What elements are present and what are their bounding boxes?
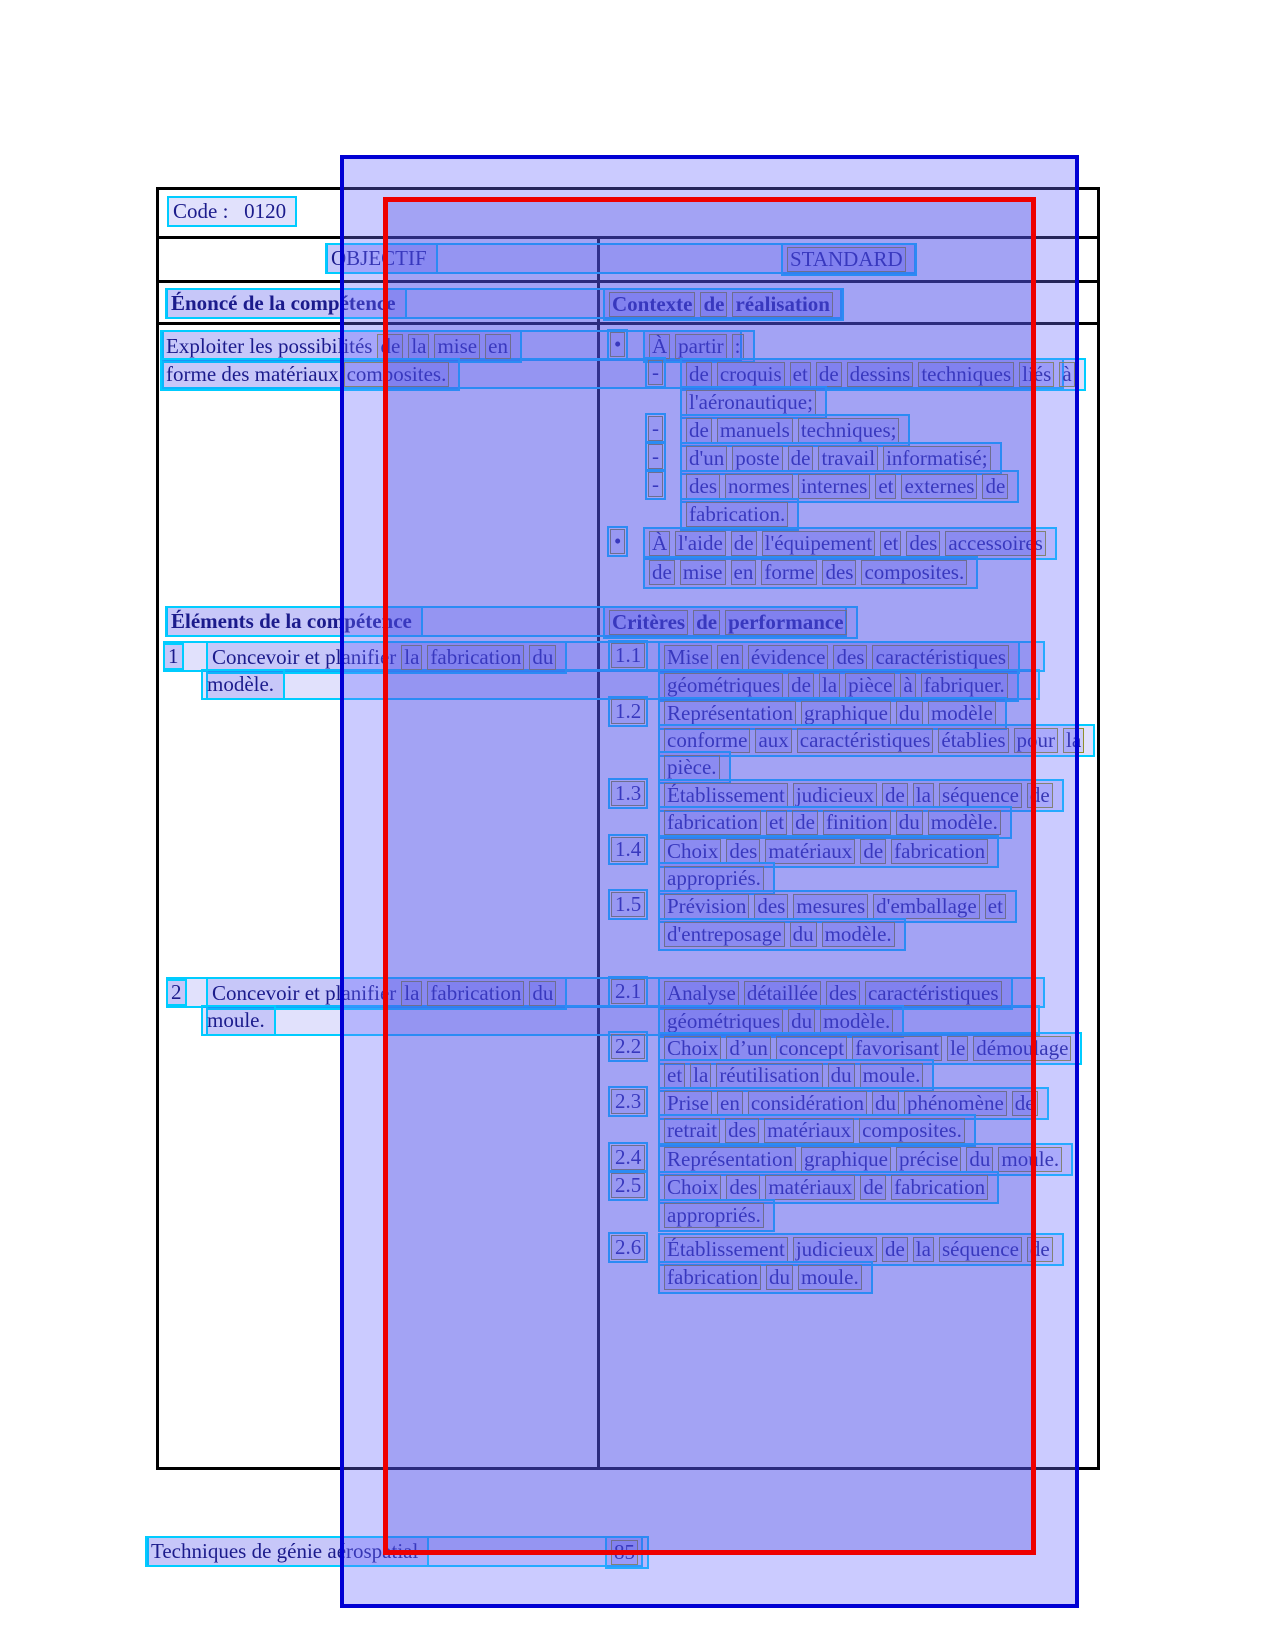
right-line [658, 918, 906, 951]
left-line [165, 606, 423, 637]
word-box: Prise [664, 1091, 712, 1116]
word-box: considération [748, 1091, 867, 1116]
word-box: l'aéronautique; [686, 390, 816, 415]
word-box: précise [896, 1147, 961, 1172]
right-line-marker: • [610, 529, 625, 554]
word-box: des [725, 1118, 759, 1143]
word-box: aux [755, 728, 791, 753]
word-box: caractéristiques [865, 981, 1002, 1006]
right-line-marker: 1.1 [611, 643, 645, 668]
word-box: des [726, 839, 760, 864]
left-line [201, 1005, 276, 1036]
word-box: détaillée [744, 981, 821, 1006]
word-box: des [826, 981, 860, 1006]
word-box: du [788, 1009, 815, 1034]
word-box: des [822, 560, 856, 585]
right-line-marker: 2.2 [611, 1034, 645, 1059]
word-box: Choix [664, 839, 721, 864]
word-box: modèle. [928, 810, 1001, 835]
word-box: matériaux [764, 1118, 854, 1143]
word-box: Contexte [609, 292, 695, 317]
word-box: de [693, 610, 720, 635]
word-box: du [896, 810, 923, 835]
word-box: moule. [798, 1265, 862, 1290]
word-box: poste [732, 446, 782, 471]
right-line-marker: 2.3 [611, 1089, 645, 1114]
word-box: forme [761, 560, 817, 585]
right-line-marker: - [648, 360, 663, 385]
line-text: Énoncé de la compétence [171, 291, 396, 315]
left-line-marker: 1 [163, 643, 184, 670]
word-box: de [700, 292, 727, 317]
word-box: retrait [664, 1118, 720, 1143]
right-line-marker: 2.1 [611, 979, 645, 1004]
word-box: caractéristiques [872, 645, 1009, 670]
word-box: démoulage [973, 1036, 1071, 1061]
word-box: techniques; [798, 418, 900, 443]
word-box: de [882, 1237, 908, 1262]
word-box: de [788, 446, 814, 471]
word-box: la [913, 1237, 934, 1262]
word-box: mesures [793, 894, 868, 919]
word-box: des [686, 474, 720, 499]
word-box: Choix [664, 1036, 721, 1061]
word-box: moule. [860, 1063, 924, 1088]
word-box: favorisant [852, 1036, 942, 1061]
word-box: concept [776, 1036, 847, 1061]
word-box: de [860, 839, 886, 864]
word-box: la [913, 783, 934, 808]
right-line [658, 1261, 873, 1294]
word-box: de [792, 810, 818, 835]
word-box: modèle. [820, 1009, 893, 1034]
word-box: de [982, 474, 1008, 499]
word-box: en [717, 645, 743, 670]
word-box: judicieux [793, 783, 877, 808]
word-box: des [754, 894, 788, 919]
word-box: de [882, 783, 908, 808]
word-box: de [788, 673, 814, 698]
word-box: la [408, 334, 429, 359]
word-box: fabrication [427, 645, 524, 670]
word-box: appropriés. [664, 866, 764, 891]
right-line-marker: 1.4 [611, 837, 645, 862]
word-box: travail [818, 446, 878, 471]
word-box: en [717, 1091, 743, 1116]
word-box: 85 [611, 1540, 638, 1565]
word-box: la [1063, 728, 1084, 753]
word-box: du [828, 1063, 855, 1088]
right-line [643, 556, 978, 589]
word-box: de [377, 334, 403, 359]
word-box: pour [1014, 728, 1059, 753]
word-box: l'équipement [762, 531, 876, 556]
word-box: internes [798, 474, 870, 499]
word-box: fabrication [664, 810, 761, 835]
word-box: manuels [717, 418, 793, 443]
word-box: Choix [664, 1175, 721, 1200]
left-line-marker: 2 [166, 979, 187, 1006]
word-box: des [833, 645, 867, 670]
right-line [603, 288, 844, 321]
word-box: modèle [928, 701, 996, 726]
line-text: forme des matériaux [166, 362, 339, 386]
word-box: Prévision [664, 894, 749, 919]
word-box: pièce [845, 673, 895, 698]
word-box: externes [901, 474, 977, 499]
line-text: Code : 0120 [173, 199, 287, 223]
line-text: Concevoir et planifier [212, 981, 397, 1005]
word-box: du [790, 922, 817, 947]
word-box: Représentation [664, 1147, 796, 1172]
word-box: accessoires [945, 531, 1045, 556]
word-box: évidence [748, 645, 829, 670]
word-box: finition [823, 810, 891, 835]
word-box: Établissement [664, 1237, 788, 1262]
word-box: établies [938, 728, 1008, 753]
word-box: séquence [939, 783, 1022, 808]
line-text: modèle. [207, 672, 275, 696]
word-box: judicieux [793, 1237, 877, 1262]
word-box: de [816, 362, 842, 387]
word-box: séquence [939, 1237, 1022, 1262]
line-text: moule. [207, 1008, 265, 1032]
word-box: croquis [717, 362, 785, 387]
word-box: techniques [918, 362, 1014, 387]
word-box: Représentation [664, 701, 796, 726]
word-box: À [649, 334, 670, 359]
word-box: de [649, 560, 675, 585]
word-box: liés [1019, 362, 1054, 387]
word-box: la [690, 1063, 711, 1088]
word-box: d’un [726, 1036, 771, 1061]
word-box: d'emballage [873, 894, 980, 919]
word-box: conforme [664, 728, 750, 753]
word-box: Mise [664, 645, 712, 670]
right-line-marker: 2.6 [611, 1235, 645, 1260]
word-box: de [686, 362, 712, 387]
word-box: mise [434, 334, 480, 359]
word-box: et [766, 810, 787, 835]
word-box: composites. [344, 362, 450, 387]
word-box: réalisation [732, 292, 833, 317]
word-box: de [1012, 1091, 1038, 1116]
word-box: fabrication. [686, 502, 788, 527]
word-box: fabrication [891, 839, 988, 864]
word-box: caractéristiques [797, 728, 934, 753]
word-box: À [649, 531, 670, 556]
word-box: modèle. [822, 922, 895, 947]
word-box: du [529, 981, 556, 1006]
word-box: phénomène [904, 1091, 1007, 1116]
right-line-marker: - [648, 444, 663, 469]
word-box: mise [680, 560, 726, 585]
line-text: OBJECTIF [331, 246, 427, 270]
word-box: pièce. [664, 755, 720, 780]
word-box: géométriques [664, 673, 783, 698]
word-box: du [966, 1147, 993, 1172]
word-box: performance [725, 610, 846, 635]
left-line [160, 358, 460, 391]
word-box: de [731, 531, 757, 556]
word-box: des [906, 531, 940, 556]
word-box: à [900, 673, 915, 698]
word-box: et [664, 1063, 685, 1088]
word-box: matériaux [765, 839, 855, 864]
table-column-divider [597, 236, 600, 1467]
right-line-marker: 2.5 [611, 1173, 645, 1198]
word-box: l'aide [675, 531, 726, 556]
word-box: et [875, 474, 896, 499]
word-box: de [860, 1175, 886, 1200]
word-box: : [732, 334, 744, 359]
right-line [781, 243, 917, 276]
right-line-marker: 2.4 [611, 1145, 645, 1170]
word-box: du [529, 645, 556, 670]
left-line [165, 288, 407, 319]
word-box: la [401, 645, 422, 670]
word-box: à [1059, 362, 1074, 387]
line-text: Éléments de la compétence [171, 609, 412, 633]
right-line [658, 1199, 775, 1232]
table-rule-1 [156, 280, 1100, 283]
word-box: la [819, 673, 840, 698]
right-line-marker: 1.3 [611, 781, 645, 806]
left-line [145, 1536, 429, 1567]
word-box: d'un [686, 446, 727, 471]
left-line [325, 243, 438, 274]
line-text: Techniques de génie aérospatial [151, 1539, 419, 1563]
word-box: d'entreposage [664, 922, 785, 947]
word-box: réutilisation [716, 1063, 822, 1088]
word-box: du [872, 1091, 899, 1116]
table-rule-2 [156, 322, 1100, 325]
word-box: Établissement [664, 783, 788, 808]
word-box: composites. [861, 560, 967, 585]
word-box: STANDARD [787, 247, 906, 272]
left-line [167, 196, 297, 227]
word-box: dessins [847, 362, 914, 387]
word-box: de [1027, 1237, 1053, 1262]
word-box: en [485, 334, 511, 359]
word-box: moule. [998, 1147, 1062, 1172]
word-box: fabriquer. [921, 673, 1008, 698]
word-box: des [726, 1175, 760, 1200]
word-box: fabrication [664, 1265, 761, 1290]
right-line-marker: • [610, 332, 625, 357]
word-box: Critères [609, 610, 688, 635]
word-box: du [766, 1265, 793, 1290]
word-box: fabrication [891, 1175, 988, 1200]
right-line-marker: 1.2 [611, 699, 645, 724]
word-box: partir [675, 334, 726, 359]
right-line-marker: 1.5 [611, 892, 645, 917]
table-rule-0 [156, 236, 1100, 239]
right-line-marker: - [648, 416, 663, 441]
word-box: informatisé; [883, 446, 990, 471]
word-box: et [880, 531, 901, 556]
word-box: appropriés. [664, 1203, 764, 1228]
word-box: graphique [801, 701, 891, 726]
word-box: graphique [801, 1147, 891, 1172]
right-line-marker: - [648, 472, 663, 497]
word-box: en [731, 560, 757, 585]
word-box: fabrication [427, 981, 524, 1006]
word-box: de [686, 418, 712, 443]
word-box: le [947, 1036, 968, 1061]
right-line [603, 606, 858, 639]
word-box: la [401, 981, 422, 1006]
line-text: Concevoir et planifier [212, 645, 397, 669]
word-box: Analyse [664, 981, 739, 1006]
right-line [605, 1536, 649, 1569]
word-box: matériaux [765, 1175, 855, 1200]
left-line [201, 669, 285, 700]
word-box: du [896, 701, 923, 726]
word-box: et [985, 894, 1006, 919]
word-box: normes [725, 474, 793, 499]
word-box: composites. [859, 1118, 965, 1143]
word-box: et [790, 362, 811, 387]
word-box: de [1027, 783, 1053, 808]
word-box: géométriques [664, 1009, 783, 1034]
line-text: Exploiter les possibilités [166, 334, 373, 358]
